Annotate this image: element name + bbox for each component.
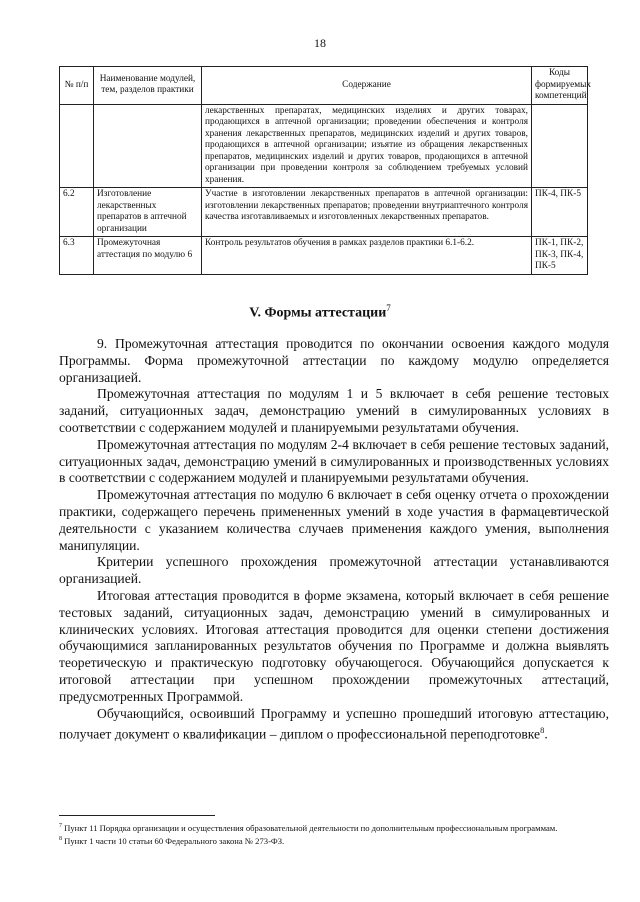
header-num: № п/п [60, 67, 94, 105]
row-codes: ПК-4, ПК-5 [532, 188, 588, 237]
footnotes [59, 821, 609, 848]
row-name: Промежуточная аттестация по модулю 6 [94, 237, 202, 275]
paragraph-text: Обучающийся, освоивший Программу и успешно прошедший итоговую аттестацию, получает документ о квалификации – диплом о профессиональной переподготовке [59, 705, 609, 742]
row-codes [532, 104, 588, 188]
row-content: лекарственных препаратах, медицинских изделиях и других товарах, продающихся в аптечной организации; проведении обеспечения и контроля хранения лекарственных препаратов, медицинских изделий и других товаров, продающихся в аптечной организации; изъятие из обращения лекарственных препаратов, медицинских изделий и других товаров, продающихся в аптечной организации при проведении контроля за соблюдением требуемых условий хранения. [202, 104, 532, 188]
section-title-text: V. Формы аттестации [249, 305, 387, 321]
footnote [59, 834, 609, 847]
paragraph [59, 706, 609, 744]
paragraph [59, 437, 609, 487]
body-text [59, 336, 609, 744]
paragraph [59, 588, 609, 706]
footnote-mark: 8 [59, 836, 62, 843]
paragraph [59, 386, 609, 436]
row-name [94, 104, 202, 188]
table-row [60, 237, 588, 275]
page-number: 18 [314, 36, 326, 50]
header-codes: Коды формируемых компетенций [532, 67, 588, 105]
footnote-text: Пункт 1 части 10 статьи 60 Федерального закона № 273-ФЗ. [64, 836, 285, 847]
footnote-text: Пункт 11 Порядка организации и осуществления образовательной деятельности по дополнительным профессиональным программам. [64, 822, 558, 833]
program-table [59, 66, 591, 275]
paragraph [59, 554, 609, 588]
footnote [59, 821, 609, 834]
paragraph-text: Критерии успешного прохождения промежуточной аттестации устанавливаются организацией. [59, 554, 609, 587]
paragraph-text: Промежуточная аттестация по модулям 1 и 5 включает в себя решение тестовых заданий, ситуационных задач, демонстрацию умений в симулированных условиях в соответствии с содержанием модулей и планируемыми результатами обучения. [59, 386, 609, 435]
row-content: Участие в изготовлении лекарственных препаратов в аптечной организации: изготовлении лекарственных препаратов; проведении внутриаптечного контроля качества изготавливаемых и изготовленных лекарственных препаратов. [202, 188, 532, 237]
table-row [60, 188, 588, 237]
row-num: 6.3 [60, 237, 94, 275]
section-title [0, 303, 640, 322]
row-num [60, 104, 94, 188]
row-name: Изготовление лекарственных препаратов в аптечной организации [94, 188, 202, 237]
footnote-ref: 7 [386, 303, 391, 313]
footnote-separator [59, 815, 215, 816]
header-content: Содержание [202, 67, 532, 105]
paragraph-tail: . [544, 726, 548, 742]
paragraph [59, 487, 609, 554]
table-row [60, 104, 588, 188]
row-content: Контроль результатов обучения в рамках разделов практики 6.1-6.2. [202, 237, 532, 275]
paragraph-text: Итоговая аттестация проводится в форме экзамена, который включает в себя решение тестовых заданий, ситуационных задач, демонстрацию умений в симулированных и клинических условиях. Итоговая аттестация проводится для оценки степени достижения обучающимися запланированных результатов обучения по Программе и должна выявлять теоретическую и практическую подготовку обучающегося. Обучающийся допускается к итоговой аттестации при успешном прохождении промежуточных аттестаций, предусмотренных Программой. [59, 587, 609, 704]
row-codes: ПК-1, ПК-2, ПК-3, ПК-4, ПК-5 [532, 237, 588, 275]
header-name: Наименование модулей, тем, разделов практики [94, 67, 202, 105]
paragraph-text: Промежуточная аттестация по модулю 6 включает в себя оценку отчета о прохождении практики, содержащего перечень примененных умений в ходе участия в фармацевтической деятельности с указанием количества случаев применения каждого умения, выполнения манипуляции. [59, 487, 609, 553]
footnote-mark: 7 [59, 823, 62, 829]
table-header-row [60, 67, 588, 105]
paragraph-text: Промежуточная аттестация по модулям 2-4 включает в себя решение тестовых заданий, ситуационных задач, демонстрацию умений в симулированных и производственных условиях в соответствии с содержанием модулей и планируемыми результатами обучения. [59, 436, 609, 486]
paragraph-text: 9. Промежуточная аттестация проводится по окончании освоения каждого модуля Программы. Форма промежуточной аттестации по каждому модулю определяется организацией. [59, 336, 609, 385]
paragraph [59, 336, 609, 386]
row-num: 6.2 [60, 188, 94, 237]
footnote-ref: 8 [540, 725, 545, 736]
